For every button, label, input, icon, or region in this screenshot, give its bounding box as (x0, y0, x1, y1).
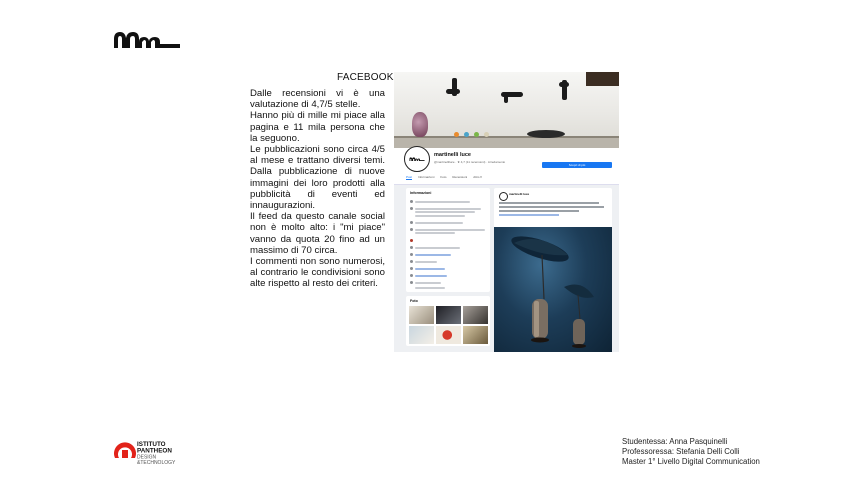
paragraph-comments: I commenti non sono numerosi, al contrario le condivisioni sono alte rispetto al resto dei criteri. (250, 256, 385, 290)
page-tabs (406, 175, 488, 179)
phone-icon (410, 260, 413, 263)
tab-post[interactable]: Post (406, 175, 413, 179)
clock-icon (410, 281, 413, 284)
info-icon (410, 200, 413, 203)
shelf (394, 138, 619, 148)
info-card-title: Informazioni (410, 191, 432, 195)
photo-thumbnail[interactable] (409, 306, 434, 324)
lamp-photo (494, 227, 612, 352)
tab-photos[interactable]: Foto (440, 175, 447, 179)
wall-lamp (504, 95, 508, 103)
page-avatar[interactable] (404, 146, 430, 172)
facebook-page-screenshot (394, 72, 619, 352)
photo-thumbnail[interactable] (409, 326, 434, 344)
learn-more-button[interactable]: Scopri di più (542, 162, 612, 168)
pantheon-logo-icon (114, 436, 184, 466)
wall-lamp (559, 82, 569, 87)
paragraph-rating: Dalle recensioni vi è una valutazione di 4,7/5 stelle. (250, 88, 385, 111)
profile-header (394, 148, 619, 185)
web-icon (410, 253, 413, 256)
post-card (494, 188, 612, 352)
paragraph-followers: Hanno più di mille mi piace alla pagina e 11 mila persona che la seguono. (250, 110, 385, 144)
post-author[interactable]: martinelli luce (509, 192, 530, 196)
logo-line-3: DESIGN (137, 454, 157, 461)
post-author-avatar[interactable] (499, 192, 508, 201)
page-subtitle: @martinelliluce · ★ 4,7 (11 recensioni) · Arredamento (434, 160, 506, 164)
martinelli-logo-icon (112, 28, 182, 50)
body-text (250, 88, 385, 290)
logo-line-2: PANTHEON (137, 447, 172, 455)
martinelli-logo-icon (409, 155, 425, 163)
wall-lamp (446, 89, 460, 94)
logo-line-4: &TECHNOLOGY (137, 460, 176, 466)
info-icon (410, 207, 413, 210)
tab-info[interactable]: Informazioni (418, 175, 435, 179)
photo-thumbnail[interactable] (463, 326, 488, 344)
photo-thumbnail[interactable] (436, 306, 461, 324)
page-name: martinelli luce (434, 152, 471, 158)
star-icon (410, 221, 413, 224)
info-card (406, 188, 490, 292)
paragraph-publications: Le pubblicazioni sono circa 4/5 al mese e trattano diversi temi. Dalla pubblicazione di nuove immagini dei loro prodotti alla pubblicità di eventi ed innaugurazioni. (250, 144, 385, 212)
bowl (527, 130, 565, 138)
picture-frame (586, 72, 619, 86)
info-icon (410, 246, 413, 249)
section-title: FACEBOOK (337, 72, 394, 83)
photo-thumbnail[interactable] (463, 306, 488, 324)
vase (412, 112, 428, 137)
messenger-icon (410, 267, 413, 270)
student-name: Studentessa: Anna Pasquinelli (622, 437, 728, 446)
mail-icon (410, 274, 413, 277)
master-title: Master 1° Livello Digital Communication (622, 457, 760, 466)
tab-more[interactable]: Altro ▾ (473, 175, 482, 179)
photos-card-title: Foto (410, 299, 418, 303)
photo-thumbnail[interactable] (436, 326, 461, 344)
logo-line-1: ISTITUTO (137, 441, 166, 448)
photos-card (406, 296, 490, 346)
credits (622, 437, 760, 467)
tab-reviews[interactable]: Recensioni (452, 175, 468, 179)
post-image[interactable] (494, 227, 612, 352)
cover-photo (394, 72, 619, 148)
info-icon (410, 239, 413, 242)
paragraph-feed: Il feed da questo canale social non è molto alto: i "mi piace" vanno da quota 20 fino ad un massimo di 70 circa. (250, 211, 385, 256)
professor-name: Professoressa: Stefania Delli Colli (622, 447, 740, 456)
info-icon (410, 228, 413, 231)
